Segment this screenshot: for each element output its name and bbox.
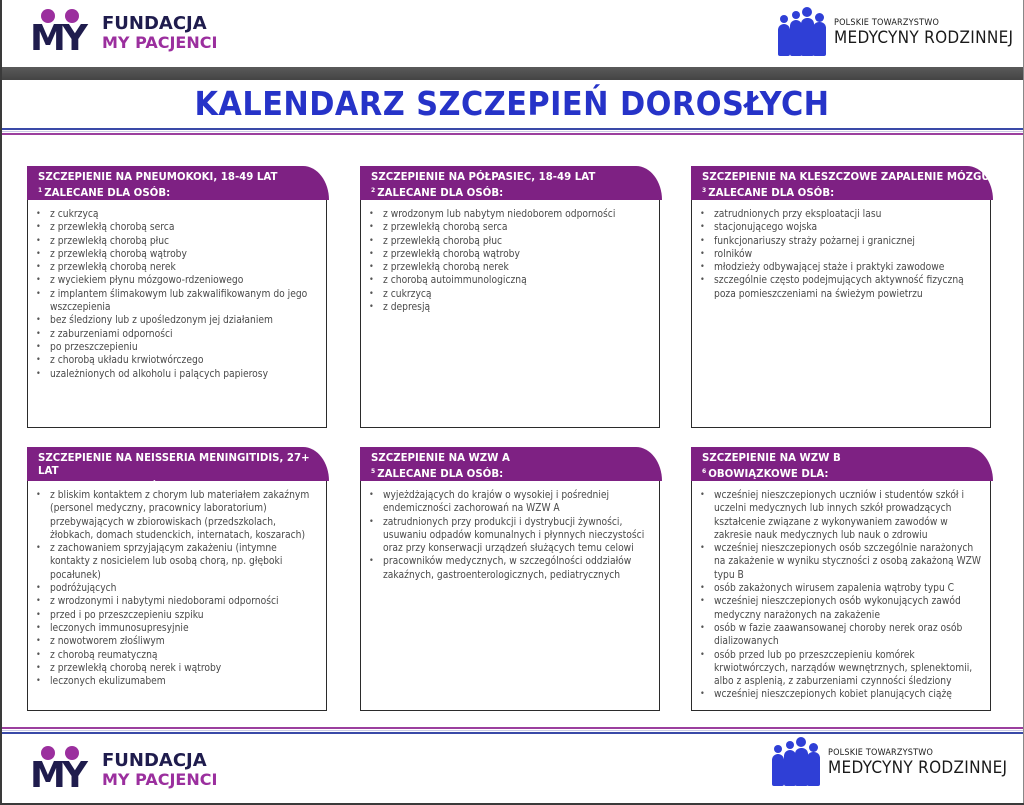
- list-item: • z zaburzeniami odporności: [34, 328, 318, 341]
- card-subtitle: ZALECANE DLA OSÓB:: [44, 188, 171, 199]
- card-title: SZCZEPIENIE NA NEISSERIA MENINGITIDIS, 27+ LAT: [38, 453, 310, 477]
- list-item: • z implantem ślimakowym lub zakwalifikowanym do jego wszczepienia: [34, 288, 318, 315]
- list-item: • z bliskim kontaktem z chorym lub materiałem zakaźnym (personel medyczny, pracownicy laboratorium) przebywających w zbiorowiskach (przedszkolach, żłobkach, domach studenckich, internatach, koszarach): [34, 489, 318, 542]
- footnote-number: 6: [702, 468, 707, 475]
- footnote-number: 4: [38, 481, 43, 488]
- card-header: [360, 166, 662, 200]
- list-item: • przed i po przeszczepieniu szpiku: [34, 609, 318, 622]
- fundacja-my-pacjenci-logo: [30, 9, 217, 57]
- ptmr-line2: MEDYCYNY RODZINNEJ: [834, 28, 1014, 48]
- list-item: • z przewlekłą chorobą płuc: [367, 235, 651, 248]
- rule-light: [2, 131, 1024, 132]
- list-item: • osób zakażonych wirusem zapalenia wątroby typu C: [698, 582, 982, 595]
- footer-fundacja-my-pacjenci-logo: [30, 746, 217, 794]
- card-body: [691, 481, 991, 711]
- list-item: • wyjeżdżających do krajów o wysokiej i pośredniej endemiczności zachorowań na WZW A: [367, 489, 651, 516]
- bullet-list: [367, 208, 651, 314]
- list-item: • zatrudnionych przy eksploatacji lasu: [698, 208, 982, 221]
- list-item: • stacjonującego wojska: [698, 221, 982, 234]
- rule-blue-bottom: [2, 732, 1024, 734]
- card-pneumokoki: [27, 166, 329, 428]
- logo-mark-text: MY: [30, 755, 84, 796]
- ptmr-line1: POLSKIE TOWARZYSTWO: [828, 748, 934, 758]
- card-wzw-b: [691, 447, 993, 711]
- list-item: • osób przed lub po przeszczepieniu komórek krwiotwórczych, narządów wewnętrznych, splenektomii, albo z asplenią, z zaburzeniami czynności śledziony: [698, 649, 982, 689]
- ptmr-logo: [778, 7, 1013, 59]
- card-body: [691, 200, 991, 428]
- list-item: • leczonych ekulizumabem: [34, 675, 318, 688]
- card-header: [27, 166, 329, 200]
- footnote-number: 2: [371, 187, 376, 194]
- logo-line1: FUNDACJA: [102, 750, 207, 771]
- logo-line1: FUNDACJA: [102, 13, 207, 34]
- list-item: • rolników: [698, 248, 982, 261]
- list-item: • z cukrzycą: [367, 288, 651, 301]
- frame-border: [0, 0, 2, 805]
- card-title: SZCZEPIENIE NA WZW B: [702, 453, 841, 464]
- list-item: • młodzieży odbywającej staże i praktyki zawodowe: [698, 261, 982, 274]
- my-logo-icon: [30, 9, 94, 57]
- card-polpasiec: [360, 166, 662, 428]
- list-item: • z przewlekłą chorobą płuc: [34, 235, 318, 248]
- list-item: • wcześniej nieszczepionych uczniów i studentów szkół i uczelni medycznych lub innych szkół prowadzących kształcenie związane z wykonywaniem zawodów w zakresie nauk medycznych lub nauk o zdrowiu: [698, 489, 982, 542]
- card-wzw-a: [360, 447, 662, 711]
- card-body: [27, 200, 327, 428]
- list-item: • uzależnionych od alkoholu i palących papierosy: [34, 368, 318, 381]
- rule-blue: [2, 128, 1024, 130]
- rule-purple-bottom: [2, 727, 1024, 729]
- card-body: [360, 481, 660, 711]
- list-item: • z cukrzycą: [34, 208, 318, 221]
- family-icon: [778, 7, 826, 59]
- logo-line2: MY PACJENCI: [102, 770, 218, 789]
- card-subtitle: ZALECANE DLA OSÓB:: [377, 469, 504, 480]
- card-title: SZCZEPIENIE NA PNEUMOKOKI, 18-49 LAT: [38, 172, 278, 183]
- ptmr-line2: MEDYCYNY RODZINNEJ: [828, 758, 1008, 778]
- family-icon: [772, 737, 820, 789]
- list-item: • bez śledziony lub z upośledzonym jej działaniem: [34, 314, 318, 327]
- list-item: • z przewlekłą chorobą wątroby: [34, 248, 318, 261]
- list-item: • z nowotworem złośliwym: [34, 635, 318, 648]
- logo-mark-text: MY: [30, 18, 84, 59]
- bullet-list: [698, 208, 982, 301]
- list-item: • z przewlekłą chorobą nerek: [34, 261, 318, 274]
- list-item: • z wrodzonymi i nabytymi niedoborami odporności: [34, 595, 318, 608]
- card-title: SZCZEPIENIE NA PÓŁPASIEC, 18-49 LAT: [371, 172, 596, 183]
- card-subtitle: OBOWIĄZKOWE DLA:: [708, 469, 829, 480]
- list-item: • z wyciekiem płynu mózgowo-rdzeniowego: [34, 274, 318, 287]
- card-header: [360, 447, 662, 481]
- list-item: • wcześniej nieszczepionych kobiet planujących ciążę: [698, 688, 982, 701]
- rule-purple: [2, 133, 1024, 135]
- logo-line2: MY PACJENCI: [102, 33, 218, 52]
- footnote-number: 1: [38, 187, 43, 194]
- list-item: • podróżujących: [34, 582, 318, 595]
- list-item: • z przewlekłą chorobą nerek i wątroby: [34, 662, 318, 675]
- ptmr-line1: POLSKIE TOWARZYSTWO: [834, 18, 940, 28]
- list-item: • z przewlekłą chorobą wątroby: [367, 248, 651, 261]
- card-header: [691, 447, 993, 481]
- list-item: • wcześniej nieszczepionych osób wykonujących zawód medyczny narażonych na zakażenie: [698, 595, 982, 622]
- card-title: SZCZEPIENIE NA WZW A: [371, 453, 510, 464]
- footer-ptmr-logo: [772, 737, 1007, 789]
- card-header: [27, 447, 329, 493]
- page-title: KALENDARZ SZCZEPIEŃ DOROSŁYCH: [194, 84, 830, 123]
- rule-light-bottom: [2, 730, 1024, 731]
- list-item: • z zachowaniem sprzyjającym zakażeniu (intymne kontakty z nosicielem lub osobą chorą, np. głęboki pocałunek): [34, 542, 318, 582]
- list-item: • pracowników medycznych, w szczególności oddziałów zakaźnych, gastroenterologicznych, pediatrycznych: [367, 555, 651, 582]
- list-item: • z chorobą autoimmunologiczną: [367, 274, 651, 287]
- list-item: • z przewlekłą chorobą nerek: [367, 261, 651, 274]
- list-item: • z depresją: [367, 301, 651, 314]
- list-item: • leczonych immunosupresyjnie: [34, 622, 318, 635]
- list-item: • z przewlekłą chorobą serca: [34, 221, 318, 234]
- card-neisseria-meningitidis: [27, 447, 329, 711]
- list-item: • zatrudnionych przy produkcji i dystrybucji żywności, usuwaniu odpadów komunalnych i płynnych nieczystości oraz przy konserwacji urządzeń służących temu celowi: [367, 516, 651, 556]
- footnote-number: 3: [702, 187, 707, 194]
- list-item: • z wrodzonym lub nabytym niedoborem odporności: [367, 208, 651, 221]
- card-kleszczowe-zapalenie-mozgu: [691, 166, 993, 428]
- list-item: • funkcjonariuszy straży pożarnej i granicznej: [698, 235, 982, 248]
- bullet-list: [34, 208, 318, 381]
- card-title: SZCZEPIENIE NA KLESZCZOWE ZAPALENIE MÓZGU: [702, 172, 990, 183]
- list-item: • szczególnie często podejmujących aktywność fizyczną poza pomieszczeniami na świeżym powietrzu: [698, 274, 982, 301]
- list-item: • wcześniej nieszczepionych osób szczególnie narażonych na zakażenie w wyniku styczności z osobą zakażoną WZW typu B: [698, 542, 982, 582]
- card-body: [27, 481, 327, 711]
- bullet-list: [698, 489, 982, 702]
- list-item: • z chorobą układu krwiotwórczego: [34, 354, 318, 367]
- card-subtitle: ZALECANE DLA OSÓB:: [708, 188, 835, 199]
- my-logo-icon: [30, 746, 94, 794]
- card-subtitle: ZALECANE DLA OSÓB:: [377, 188, 504, 199]
- bullet-list: [367, 489, 651, 582]
- list-item: • z chorobą reumatyczną: [34, 649, 318, 662]
- list-item: • osób w fazie zaawansowanej choroby nerek oraz osób dializowanych: [698, 622, 982, 649]
- card-subtitle: ZALECANE DLA OSÓB:: [44, 482, 171, 493]
- card-header: [691, 166, 993, 200]
- list-item: • z przewlekłą chorobą serca: [367, 221, 651, 234]
- bullet-list: [34, 489, 318, 688]
- footnote-number: 5: [371, 468, 376, 475]
- list-item: • po przeszczepieniu: [34, 341, 318, 354]
- card-body: [360, 200, 660, 428]
- divider-strip: [0, 67, 1024, 80]
